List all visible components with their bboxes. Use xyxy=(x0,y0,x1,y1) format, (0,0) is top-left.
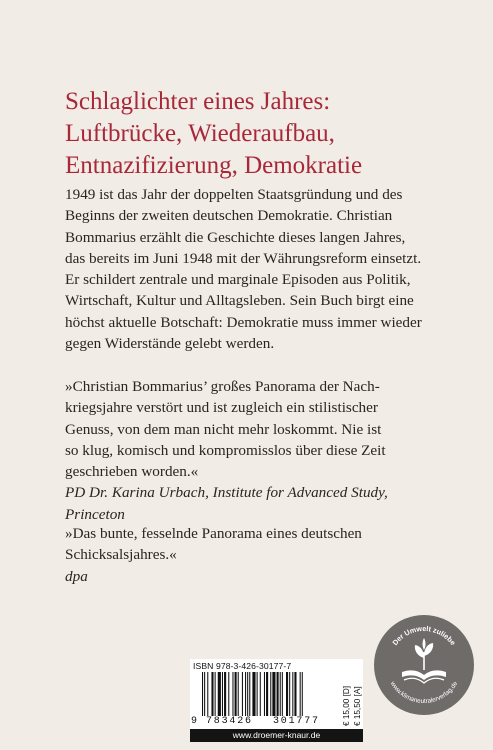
barcode-bar xyxy=(247,672,248,716)
blurb-line: höchst aktuelle Botschaft: Demokratie muss immer wieder xyxy=(65,313,422,331)
barcode-bar xyxy=(289,672,290,716)
quote-line: so klug, komisch und kompromisslos über diese Zeit xyxy=(65,441,386,459)
publisher-website: www.droemer-knaur.de xyxy=(190,729,363,742)
climate-neutral-badge xyxy=(373,614,475,716)
barcode-digit-first: 9 xyxy=(191,716,198,727)
price-block xyxy=(339,663,363,727)
barcode-bar xyxy=(211,672,213,716)
blurb-line: Beginns der zweiten deutschen Demokratie. Christian xyxy=(65,207,393,225)
quote-line: »Christian Bommarius’ großes Panorama der Nach- xyxy=(65,378,380,395)
barcode-bar xyxy=(282,672,283,716)
headline-line: Entnazifizierung, Demokratie xyxy=(65,152,363,179)
barcode-bar xyxy=(252,672,255,716)
review-quote-urbach xyxy=(65,376,485,525)
quote-line: »Das bunte, fesselnde Panorama eines deutschen xyxy=(65,525,362,542)
barcode-bar xyxy=(264,672,265,716)
barcode-bar xyxy=(292,672,293,716)
barcode-icon xyxy=(200,672,338,716)
barcode-bar xyxy=(222,672,223,716)
barcode-bar xyxy=(302,672,303,716)
climate-neutral-seal-icon xyxy=(373,614,475,716)
quote-attribution: PD Dr. Karina Urbach, Institute for Advanced Study, xyxy=(65,484,388,502)
isbn-number: ISBN 978-3-426-30177-7 xyxy=(193,661,292,671)
barcode-bar xyxy=(280,672,281,716)
blurb-line: Wirtschaft, Kultur und Alltagsleben. Sein Buch birgt eine xyxy=(65,292,414,310)
blurb-line: Er schildert zentrale und marginale Episoden aus Politik, xyxy=(65,271,411,289)
barcode-bar xyxy=(202,672,203,716)
barcode-bar xyxy=(218,672,221,716)
barcode-bar xyxy=(257,672,258,716)
barcode-bar xyxy=(277,672,279,716)
price-at: € 15,50 [A] xyxy=(353,686,362,726)
badge-text-top: Der Umwelt zuliebe xyxy=(390,623,458,648)
headline xyxy=(65,86,485,182)
barcode-bar xyxy=(228,672,229,716)
barcode-bar xyxy=(245,672,246,716)
barcode-bar xyxy=(249,672,250,716)
barcode-bar xyxy=(207,672,208,716)
barcode-bar xyxy=(260,672,261,716)
barcode-bar xyxy=(294,672,296,716)
headline-line: Schlaglichter eines Jahres: xyxy=(65,88,331,115)
barcode-bar xyxy=(266,672,268,716)
badge-text-bottom: www.klimaneutralerverlag.de xyxy=(388,680,460,706)
price-de: € 15,00 [D] xyxy=(342,685,351,726)
barcode-bar xyxy=(215,672,216,716)
barcode-bar xyxy=(300,672,301,716)
barcode-bar xyxy=(204,672,205,716)
quote-line: kriegsjahre verstört und ist zugleich ein stilistischer xyxy=(65,399,378,417)
quote-line: Schicksalsjahres.« xyxy=(65,546,177,564)
blurb-line: das bereits im Juni 1948 mit der Währungsreform einsetzt. xyxy=(65,249,422,267)
barcode-bar xyxy=(270,672,271,716)
quote-attribution: Princeton xyxy=(65,505,125,523)
headline-line: Luftbrücke, Wiederaufbau, xyxy=(65,120,335,147)
blurb-line: Bommarius erzählt die Geschichte dieses langen Jahres, xyxy=(65,228,406,246)
barcode-bar xyxy=(224,672,226,716)
barcode-bar xyxy=(238,672,239,716)
barcode-bar xyxy=(242,672,243,716)
barcode-digit-group: 301777 xyxy=(273,716,320,727)
quote-line: Genuss, von dem man nicht mehr loskommt. Nie ist xyxy=(65,420,382,438)
barcode-label xyxy=(190,659,363,729)
barcode-bar xyxy=(272,672,275,716)
blurb-line: gegen Widerstände gelebt werden. xyxy=(65,335,275,353)
barcode-digit-group: 783426 xyxy=(206,716,253,727)
barcode-bar xyxy=(286,672,288,716)
barcode-bar xyxy=(232,672,233,716)
review-quote-dpa xyxy=(65,523,485,587)
quote-line: geschrieben worden.« xyxy=(65,463,199,481)
barcode-bar xyxy=(235,672,237,716)
blurb-line: 1949 ist das Jahr der doppelten Staatsgründung und des xyxy=(65,186,403,203)
quote-attribution: dpa xyxy=(65,567,88,585)
blurb-paragraph xyxy=(65,184,485,354)
